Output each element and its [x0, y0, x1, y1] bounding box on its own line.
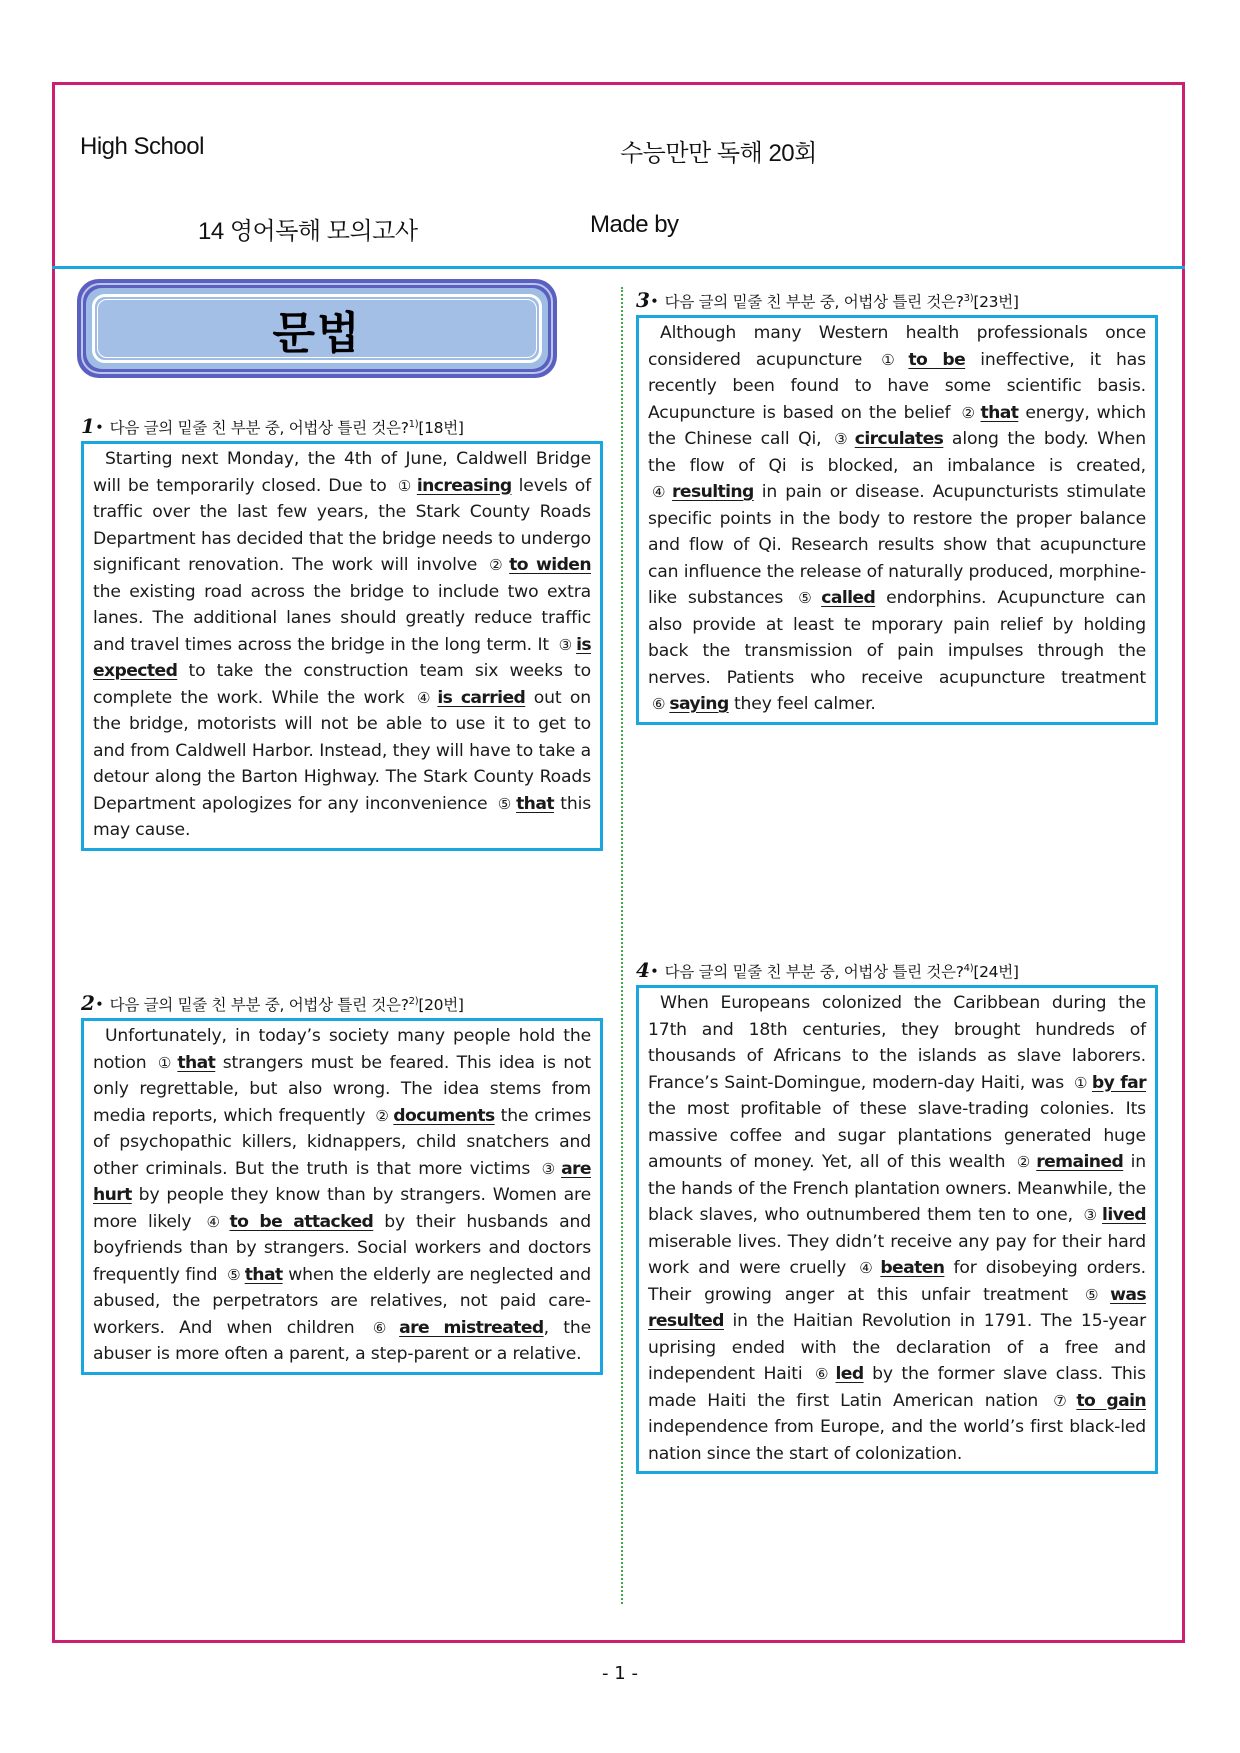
passage-text: Starting next Monday, the 4th of June, Caldwell Bridge will be temporarily closed. Due to: [93, 449, 591, 496]
question-prompt: 다음 글의 밑줄 친 부분 중, 어법상 틀린 것은?: [664, 293, 964, 311]
passage-box: [81, 441, 603, 851]
underlined-choice: are hurt: [93, 1158, 591, 1205]
passage-text: when the elderly are neglected and abused, the perpetrators are relatives, not paid care-workers. And when children: [93, 1264, 591, 1338]
underlined-choice: to be: [908, 349, 966, 370]
choice-marker: ④: [859, 1259, 877, 1277]
question-number: 1 •: [81, 414, 103, 438]
passage-text: in the Haitian Revolution in 1791. The 15-year uprising ended with the declaration of a free and independent Haiti: [648, 1311, 1146, 1384]
question-number: 3 •: [636, 288, 658, 312]
question-prompt: 다음 글의 밑줄 친 부분 중, 어법상 틀린 것은?: [664, 963, 964, 981]
underlined-choice: resulting: [672, 482, 754, 502]
question-3: [636, 286, 1158, 725]
choice-marker: ③: [1083, 1206, 1099, 1224]
passage-text: levels of traffic over the last few years, the Stark County Roads Department has decided that the bridge needs to undergo significant renovation. The work will involve: [93, 475, 591, 575]
underlined-choice: that: [516, 793, 554, 814]
passage-text: energy, which the Chinese call Qi,: [648, 402, 1146, 449]
choice-marker: ⑤: [798, 589, 818, 607]
question-source: [24번]: [973, 963, 1019, 981]
question-source: [23번]: [973, 293, 1019, 311]
passage-text: strangers must be feared. This idea is not only regrettable, but also wrong. The idea stems from media reports, which frequently: [93, 1052, 591, 1126]
made-by-label: Made by: [590, 211, 679, 238]
underlined-choice: called: [821, 588, 876, 608]
question-header: [636, 956, 1158, 982]
section-title: 문법: [272, 307, 362, 359]
underlined-choice: to widen: [509, 555, 591, 575]
choice-marker: ①: [881, 350, 905, 369]
passage-text: miserable lives. They didn’t receive any pay for their hard work and were cruelly: [648, 1231, 1146, 1278]
passage-text: for disobeying orders. Their growing anger at this unfair treatment: [648, 1258, 1146, 1305]
choice-marker: ⑥: [372, 1318, 396, 1337]
passage-text: to take the construction team six weeks to complete the work. While the work: [93, 661, 591, 708]
passage-text: Unfortunately, in today’s society many people hold the notion: [93, 1026, 591, 1073]
question-source: [18번]: [418, 419, 464, 437]
passage-text: ineffective, it has recently been found to have some scientific basis. Acupuncture is based on the belief: [648, 349, 1146, 423]
underlined-choice: beaten: [880, 1258, 945, 1278]
passage-text: the existing road across the bridge to include two extra lanes. The additional lanes should greatly reduce traffic and travel times across the bridge in the long term. It: [93, 581, 591, 655]
header-divider: [52, 266, 1185, 269]
passage-text: in pain or disease. Acupuncturists stimulate specific points in the body to restore the proper balance and flow of Qi. Research results show that acupuncture can influence the release of naturally produced, morphine-like substances: [648, 482, 1147, 608]
underlined-choice: saying: [669, 694, 729, 714]
choice-marker: ①: [157, 1053, 174, 1072]
underlined-choice: that: [244, 1264, 283, 1285]
choice-marker: ②: [489, 556, 506, 574]
passage-text: by their husbands and boyfriends than by strangers. Social workers and doctors frequently find: [93, 1211, 591, 1285]
underlined-choice: led: [835, 1364, 864, 1384]
question-source: [20번]: [418, 996, 464, 1014]
question-prompt: 다음 글의 밑줄 친 부분 중, 어법상 틀린 것은?: [109, 996, 409, 1014]
passage-text: this may cause.: [93, 793, 591, 840]
passage-text: in the hands of the French plantation owners. Meanwhile, the black slaves, who outnumbered them ten to one,: [648, 1152, 1146, 1225]
choice-marker: ②: [961, 403, 977, 422]
underlined-choice: is expected: [93, 634, 591, 681]
column-divider: [621, 287, 623, 1604]
choice-marker: ①: [1073, 1073, 1088, 1092]
question-4: [636, 956, 1158, 1474]
passage-text: by people they know than by strangers. Women are more likely: [93, 1185, 591, 1232]
footnote-marker: 2): [408, 996, 419, 1007]
underlined-choice: is carried: [437, 687, 526, 708]
footnote-marker: 3): [963, 293, 974, 304]
underlined-choice: documents: [393, 1105, 495, 1126]
question-number: 2 •: [81, 991, 103, 1015]
underlined-choice: are mistreated: [399, 1317, 544, 1338]
underlined-choice: to be attacked: [229, 1211, 374, 1232]
passage-text: out on the bridge, motorists will not be able to use it to get to and from Caldwell Harbor. Instead, they will have to take a detour along the Barton Highway. The Stark County Roads Department apologizes for any inconvenience: [93, 687, 591, 814]
choice-marker: ③: [834, 430, 851, 448]
page-number: - 1 -: [602, 1663, 638, 1684]
passage-text: , the abuser is more often a parent, a step-parent or a relative.: [93, 1317, 591, 1364]
choice-marker: ③: [541, 1159, 558, 1178]
school-label: High School: [80, 133, 204, 160]
passage-text: endorphins. Acupuncture can also provide at least te mporary pain relief by holding back the transmission of pain impulses through the nerves. Patients who receive acupuncture treatment: [648, 588, 1146, 688]
exam-title: 14 영어독해 모의고사: [198, 218, 418, 245]
passage-text: When Europeans colonized the Caribbean during the 17th and 18th centuries, they brought hundreds of thousands of Africans to the islands as slave laborers. France’s Saint-Domingue, modern-day Haiti, was: [648, 993, 1146, 1093]
choice-marker: ④: [416, 688, 434, 707]
underlined-choice: that: [177, 1052, 216, 1073]
question-header: [81, 412, 603, 438]
choice-marker: ⑤: [497, 794, 513, 813]
underlined-choice: by far: [1091, 1072, 1146, 1093]
choice-marker: ⑤: [1085, 1285, 1107, 1304]
series-title: 수능만만 독해 20회: [620, 140, 817, 167]
underlined-choice: circulates: [854, 429, 944, 449]
choice-marker: ④: [652, 483, 669, 501]
underlined-choice: lived: [1102, 1205, 1146, 1225]
choice-marker: ②: [375, 1106, 390, 1125]
passage-text: Although many Western health professionals once considered acupuncture: [648, 323, 1146, 370]
underlined-choice: remained: [1036, 1152, 1124, 1172]
choice-marker: ①: [397, 476, 413, 495]
choice-marker: ⑥: [652, 695, 666, 713]
passage-text: independence from Europe, and the world’s first black-led nation since the start of colonization.: [648, 1417, 1146, 1464]
section-banner: [77, 279, 557, 378]
passage-text: they feel calmer.: [728, 694, 876, 714]
choice-marker: ⑥: [815, 1365, 832, 1383]
choice-marker: ④: [206, 1212, 226, 1231]
footnote-marker: 4): [963, 963, 974, 974]
passage-text: along the body. When the flow of Qi is blocked, an imbalance is created,: [648, 429, 1146, 476]
choice-marker: ⑤: [227, 1265, 241, 1284]
passage-box: [636, 985, 1158, 1474]
question-1: [81, 412, 603, 851]
underlined-choice: was resulted: [648, 1284, 1146, 1331]
choice-marker: ②: [1016, 1153, 1033, 1171]
passage-text: the most profitable of these slave-trading colonies. Its massive coffee and sugar plantations generated huge amounts of money. Yet, all of this wealth: [648, 1099, 1146, 1172]
question-prompt: 다음 글의 밑줄 친 부분 중, 어법상 틀린 것은?: [109, 419, 409, 437]
passage-text: by the former slave class. This made Haiti the first Latin American nation: [648, 1364, 1146, 1411]
passage-box: [636, 315, 1158, 725]
underlined-choice: to gain: [1076, 1390, 1146, 1411]
question-number: 4 •: [636, 958, 658, 982]
question-header: [636, 286, 1158, 312]
choice-marker: ③: [558, 635, 573, 654]
passage-text: the crimes of psychopathic killers, kidnappers, child snatchers and other criminals. But the truth is that more victims: [93, 1105, 591, 1179]
footnote-marker: 1): [408, 419, 419, 430]
underlined-choice: increasing: [416, 475, 512, 496]
choice-marker: ⑦: [1053, 1391, 1073, 1410]
question-2: [81, 989, 603, 1375]
passage-box: [81, 1018, 603, 1375]
underlined-choice: that: [980, 402, 1019, 423]
question-header: [81, 989, 603, 1015]
